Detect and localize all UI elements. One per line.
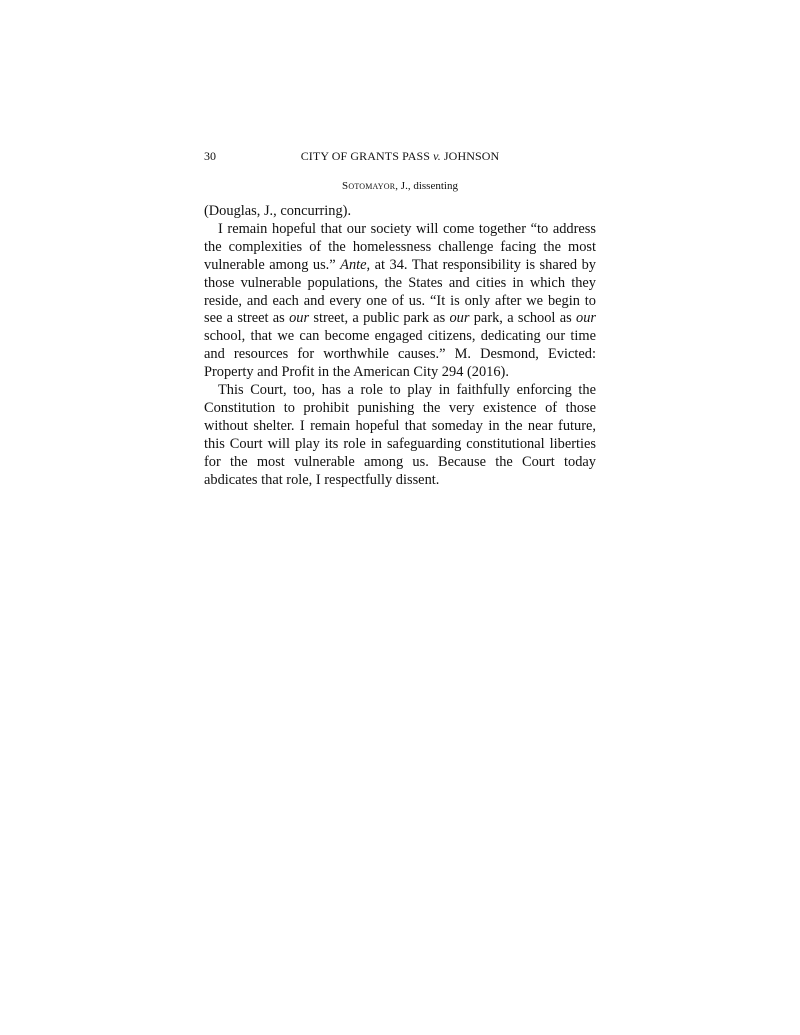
case-title-suffix: JOHNSON	[440, 149, 500, 163]
paragraph-3: This Court, too, has a role to play in faithfully enforcing the Constitution to prohibit punishing the very existence of those without shelter. I remain hopeful that someday in the near future, this Court will play its role in safeguarding constitutional liberties for the most vulnerable among us. Because the Court today abdicates that role, I respectfully dissent.	[204, 382, 596, 488]
author-role: , J., dissenting	[395, 180, 458, 192]
case-title-versus: v.	[433, 149, 441, 163]
opinion-author-label	[204, 180, 596, 193]
opinion-body	[204, 203, 596, 490]
page-number: 30	[204, 149, 216, 163]
emphasis-our-2: our	[449, 310, 470, 327]
case-title-header	[204, 149, 596, 163]
paragraph-2-part-4: park, a school as	[469, 310, 576, 327]
paragraph-1: (Douglas, J., concurring).	[204, 203, 352, 219]
case-title-prefix: CITY OF GRANTS PASS	[300, 149, 434, 163]
citation-ante: Ante,	[340, 256, 371, 273]
paragraph-2-part-5: school, that we can become engaged citizens, dedicating our time and resources for worthwhile causes.” M. Desmond, Evicted: Property and Profit in the American City 294 (2016).	[204, 328, 596, 381]
paragraph-2-part-3: street, a public park as	[309, 310, 450, 327]
author-name: Sotomayor	[342, 180, 396, 192]
paragraph-2	[204, 221, 596, 382]
emphasis-our-1: our	[289, 310, 310, 327]
paragraph-2-part-1: I remain hopeful that our society will come together “to address the complexities of the homelessness challenge facing the most vulnerable among us.”	[204, 220, 596, 273]
emphasis-our-3: our	[576, 310, 596, 327]
paragraph-2-part-2: at 34. That responsibility is shared by those vulnerable populations, the States and cities in which they reside, and each and every one of us. “It is only after we begin to see a street as	[204, 256, 596, 327]
